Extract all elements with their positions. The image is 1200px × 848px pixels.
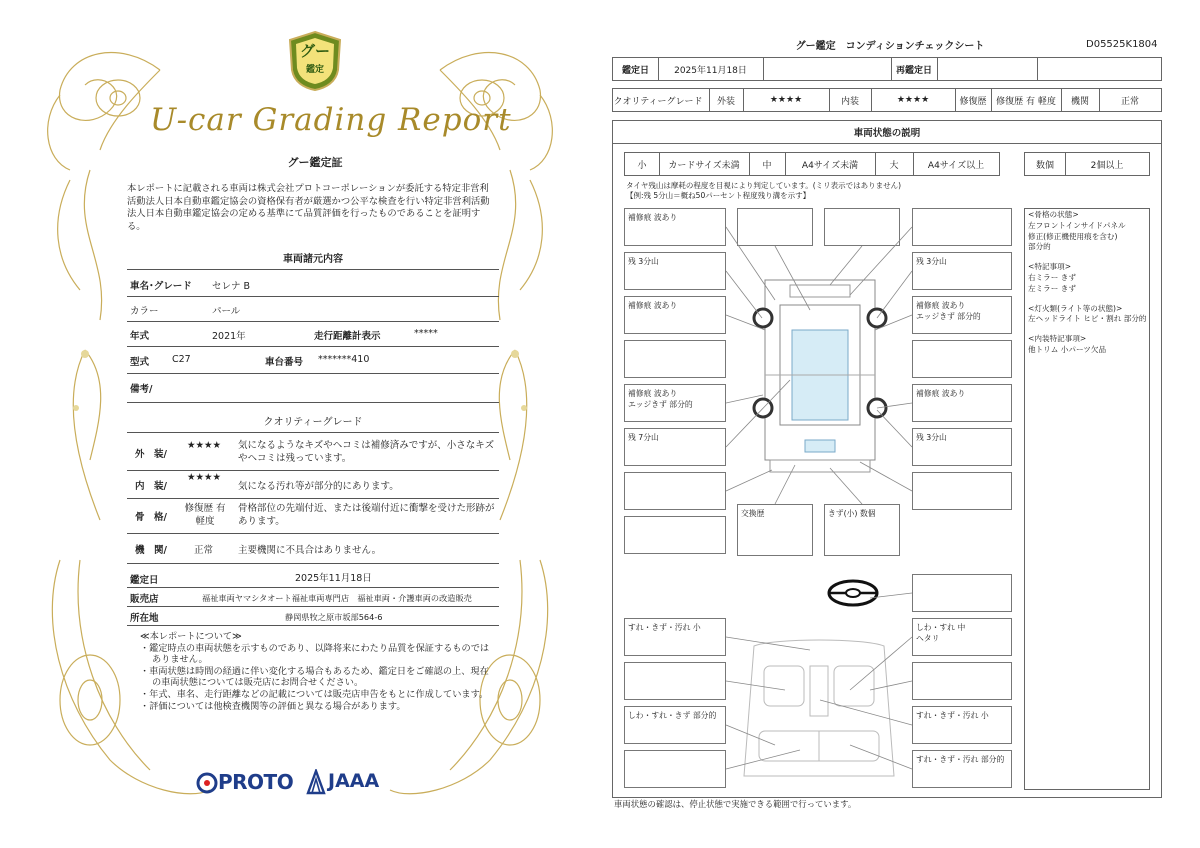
- exterior-box-left-1: 補修痕 波あり: [624, 208, 726, 246]
- note-line: <骨格の状態>: [1028, 210, 1079, 219]
- exterior-box-left-2: 残 3分山: [624, 252, 726, 290]
- legend-small-desc: カードサイズ未満: [668, 160, 740, 171]
- interior-box-right-1: しわ・すれ 中 ヘタリ: [912, 618, 1012, 656]
- interior-leader-lines: [600, 0, 1200, 848]
- divider: [127, 321, 499, 322]
- legend-count-desc: 2個以上: [1090, 160, 1124, 171]
- note-item: ・年式、車名、走行距離などの記載については販売店申告をもとに作成しています。: [140, 688, 489, 700]
- legend-large: 大: [889, 160, 899, 171]
- frame-description: 骨格部位の先端付近、または後端付近に衝撃を受けた形跡があります。: [238, 503, 495, 527]
- interior-label: 内装: [840, 96, 859, 107]
- interior-box-left-3: しわ・すれ・きず 部分的: [624, 706, 726, 744]
- appraisal-date-label: 鑑定日: [621, 65, 649, 76]
- divider: [127, 587, 499, 588]
- legend-large-desc: A4サイズ以上: [927, 160, 985, 171]
- condition-check-sheet: [600, 0, 1200, 848]
- odometer-label: 走行距離計表示: [314, 331, 381, 342]
- interior-stars: ★★★★: [896, 95, 930, 105]
- interior-box-right-4: すれ・きず・汚れ 部分的: [912, 750, 1012, 788]
- badge-text-top: グー: [299, 42, 330, 60]
- note-line: 部分的: [1028, 242, 1051, 252]
- notes-heading: ≪本レポートについて≫: [140, 631, 242, 642]
- divider: [127, 373, 499, 374]
- quality-heading: クオリティーグレード: [263, 417, 363, 428]
- exterior-stars: ★★★★: [187, 440, 222, 451]
- car-name-label: 車名･グレード: [130, 281, 192, 292]
- note-line: 他トリム 小パーツ欠品: [1028, 344, 1107, 354]
- note-item: ・鑑定時点の車両状態を示すものであり、以降将来にわたり品質を保証するものではありません。: [140, 642, 490, 666]
- report-notes: [140, 631, 490, 712]
- appraisal-date-value: 2025年11月18日: [295, 573, 372, 584]
- tire-note-example: 【例:残 5分山＝概ね50パーセント程度残り溝を示す】: [626, 191, 811, 200]
- exterior-box-bottom-2: きず(小) 数個: [824, 504, 900, 556]
- engine-value: 正常: [194, 545, 214, 556]
- proto-logo-icon: [196, 772, 218, 794]
- note-line: <特記事項>: [1028, 262, 1072, 272]
- divider: [127, 606, 499, 607]
- note-line: 左フロントインサイドパネル: [1028, 220, 1126, 230]
- engine-label: 機関: [1070, 96, 1089, 107]
- note-line: 左ミラー きず: [1028, 283, 1076, 293]
- note-line: <灯火類(ライト等の状態)>: [1028, 303, 1123, 313]
- engine-description: 主要機関に不具合はありません。: [238, 545, 382, 556]
- color-label: カラー: [130, 306, 159, 317]
- divider: [127, 346, 499, 347]
- document-id: D05525K1804: [1086, 39, 1158, 50]
- note-item: ・車両状態は時間の経過に伴い変化する場合もあるため、鑑定日をご確認の上、現在の車両状態については販売店にお問合せください。: [140, 665, 489, 689]
- frame-label: 骨 格/: [135, 512, 167, 523]
- year-value: 2021年: [212, 331, 246, 342]
- dealer-label: 販売店: [130, 594, 159, 605]
- reinspection-date-label: 再鑑定日: [895, 65, 932, 76]
- divider: [127, 470, 499, 471]
- repair-history-value: 修復歴 有 軽度: [996, 96, 1056, 107]
- proto-logo: PROTO: [218, 770, 294, 794]
- exterior-label: 外装: [716, 96, 735, 107]
- legend-count: 数個: [1035, 160, 1054, 171]
- exterior-box-right-6: 残 3分山: [912, 428, 1012, 466]
- exterior-box-right-3: 補修痕 波あり エッジきず 部分的: [912, 296, 1012, 334]
- divider: [127, 269, 499, 270]
- exterior-box-left-3: 補修痕 波あり: [624, 296, 726, 334]
- certificate-statement: 本レポートに記載される車両は株式会社プロトコーポレーションが委託する特定非営利活動法人日本自動車鑑定協会の資格保有者が厳選かつ公平な検査を行い特定非営利活動法人日本自動車鑑定協会の定める基準にて品質評価を行ったものであることを証明する。: [127, 183, 490, 232]
- legend-medium-desc: A4サイズ未満: [801, 160, 859, 171]
- section-title: 車両状態の説明: [612, 120, 1162, 144]
- interior-description: 気になる汚れ等が部分的にあります。: [238, 481, 399, 492]
- exterior-stars: ★★★★: [769, 95, 803, 105]
- exterior-box-bottom-1: 交換歴: [737, 504, 813, 556]
- exterior-description: 気になるようなキズやヘコミは補修済みですが、小さなキズやヘコミは残っています。: [238, 440, 495, 464]
- tire-note: タイヤ残山は摩耗の程度を目視により判定しています。(ミリ表示ではありません): [626, 181, 902, 190]
- chassis-label: 車台番号: [265, 357, 304, 368]
- chassis-value: *******410: [318, 354, 370, 365]
- note-line: 右ミラー きず: [1028, 272, 1076, 282]
- divider: [127, 625, 499, 626]
- legend-medium: 中: [762, 160, 772, 171]
- divider: [127, 432, 499, 433]
- car-name-value: セレナ B: [212, 281, 251, 292]
- sheet-title: グー鑑定 コンディションチェックシート: [795, 41, 985, 52]
- dealer-value: 福祉車両ヤマシタオート福祉車両専門店 福祉車両・介護車両の改造販売: [202, 593, 472, 603]
- sheet-footer-note: 車両状態の確認は、停止状態で実施できる範囲で行っています。: [614, 799, 857, 809]
- interior-label: 内 装/: [135, 481, 167, 492]
- note-item: ・評価については他検査機関等の評価と異なる場合があります。: [140, 700, 406, 712]
- note-line: 左ヘッドライト ヒビ・割れ 部分的: [1028, 314, 1147, 324]
- divider: [127, 563, 499, 564]
- repair-history-label: 修復歴: [959, 96, 987, 107]
- jaaa-logo: JAAA: [328, 770, 380, 792]
- odometer-value: *****: [414, 328, 438, 339]
- model-label: 型式: [130, 357, 150, 368]
- exterior-box-left-5: 補修痕 波あり エッジきず 部分的: [624, 384, 726, 422]
- certificate-title: グー鑑定証: [287, 156, 343, 169]
- engine-label: 機 関/: [135, 545, 167, 556]
- note-line: <内装特記事項>: [1028, 334, 1087, 344]
- interior-box-right-3: すれ・きず・汚れ 小: [912, 706, 1012, 744]
- interior-stars: ★★★★: [187, 472, 222, 483]
- jaaa-logo-icon: [306, 769, 326, 795]
- year-label: 年式: [130, 331, 150, 342]
- badge-text-bottom: 鑑定: [305, 65, 324, 75]
- divider: [127, 402, 499, 403]
- report-script-title: U-car Grading Report: [150, 102, 512, 138]
- divider: [127, 533, 499, 534]
- engine-value: 正常: [1120, 96, 1139, 107]
- interior-box-left-1: すれ・きず・汚れ 小: [624, 618, 726, 656]
- quality-grade-label: クオリティーグレード: [613, 96, 703, 107]
- address-label: 所在地: [130, 613, 159, 624]
- specs-heading: 車両諸元内容: [283, 254, 343, 265]
- exterior-box-right-2: 残 3分山: [912, 252, 1012, 290]
- divider: [127, 498, 499, 499]
- exterior-label: 外 装/: [135, 449, 167, 460]
- remarks-label: 備考/: [130, 384, 153, 395]
- frame-value: 修復歴 有 軽度: [184, 503, 226, 527]
- address-value: 静岡県牧之原市坂部564-6: [285, 612, 383, 622]
- exterior-box-left-6: 残 7分山: [624, 428, 726, 466]
- color-value: パール: [212, 306, 241, 317]
- note-line: 修正(修正機使用痕を含む): [1028, 231, 1118, 241]
- appraisal-date-value: 2025年11月18日: [674, 65, 747, 76]
- exterior-box-right-5: 補修痕 波あり: [912, 384, 1012, 422]
- model-value: C27: [172, 354, 191, 365]
- appraisal-date-label: 鑑定日: [130, 575, 159, 586]
- legend-small: 小: [637, 160, 647, 171]
- divider: [127, 296, 499, 297]
